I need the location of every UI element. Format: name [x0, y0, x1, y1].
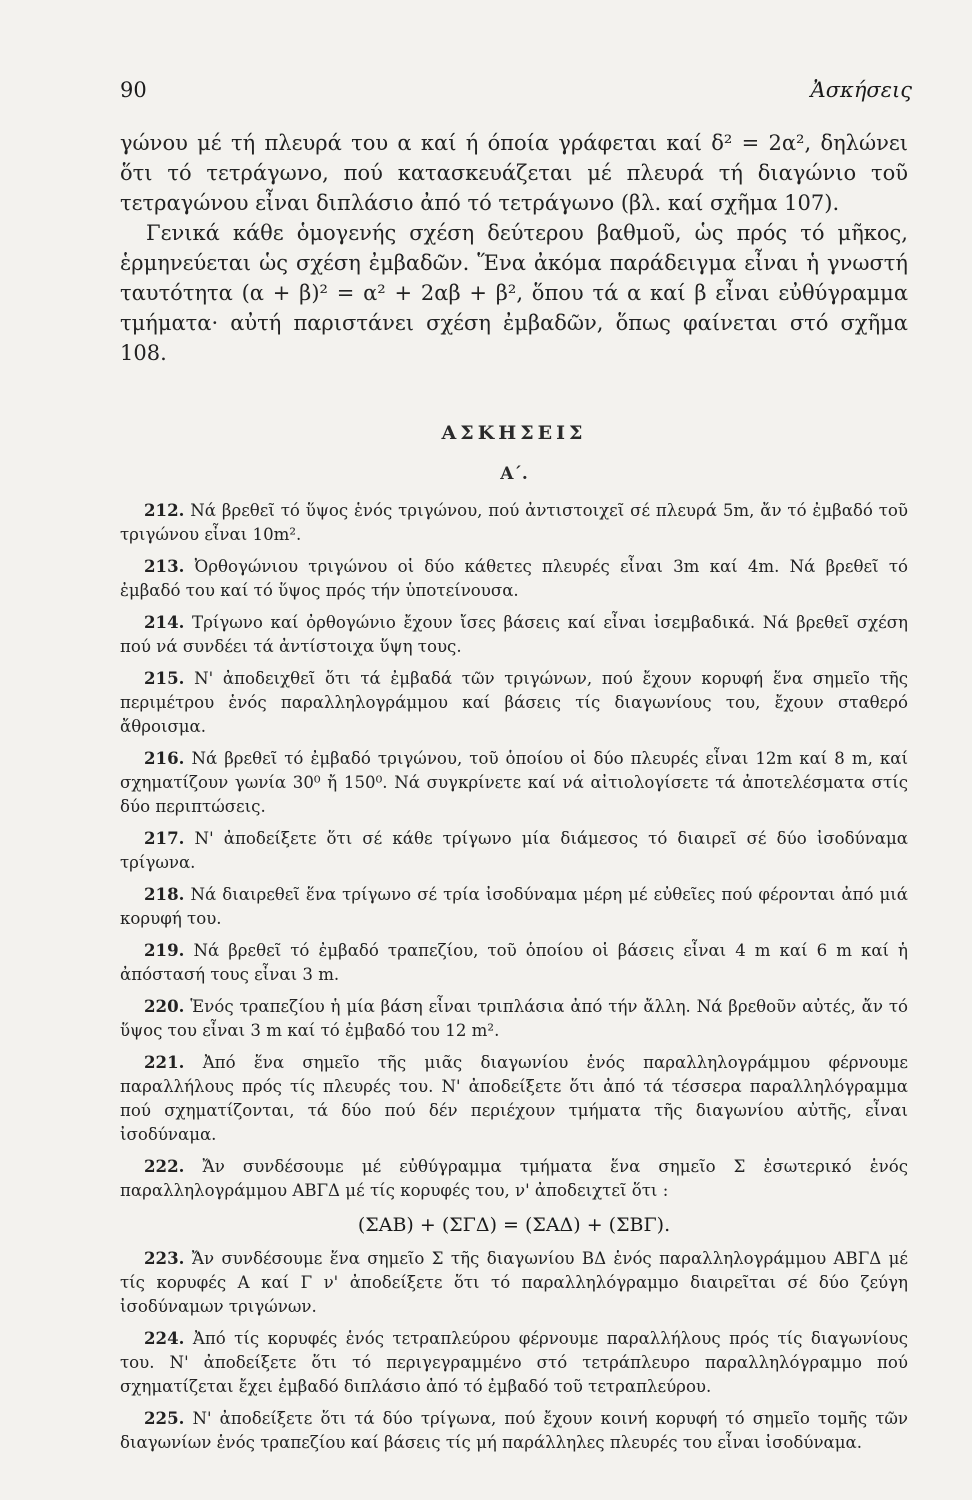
- exercise-number: 218.: [144, 884, 185, 904]
- exercise-item: [120, 1326, 908, 1399]
- exercise-item: [120, 746, 908, 819]
- exercise-number: 224.: [144, 1328, 185, 1348]
- exercise-item: [120, 666, 908, 739]
- exercise-text: Τρίγωνο καί ὀρθογώνιο ἔχουν ἴσες βάσεις καί εἶναι ἰσεμβαδικά. Νά βρεθεῖ σχέση πού νά συνδέει τά ἀντίστοιχα ὕψη τους.: [120, 613, 909, 656]
- exercise-formula: (ΣΑΒ) + (ΣΓΔ) = (ΣΑΔ) + (ΣΒΓ).: [357, 1214, 671, 1236]
- page-number: 90: [120, 78, 147, 102]
- exercise-text: Ἄν συνδέσουμε ἕνα σημεῖο Σ τῆς διαγωνίου ΒΔ ἑνός παραλληλογράμμου ΑΒΓΔ μέ τίς κορυφές Α καί Γ ν' ἀποδείξετε ὅτι τό παραλληλόγραμμο διαιρεῖται σέ δύο ζεύγη ἰσοδύναμων τριγώνων.: [120, 1249, 908, 1316]
- exercise-text: Ἄν συνδέσουμε μέ εὐθύγραμμα τμήματα ἕνα σημεῖο Σ ἐσωτερικό ἑνός παραλληλογράμμου ΑΒΓΔ μέ τίς κορυφές του, ν' ἀποδειχτεῖ ὅτι :: [120, 1157, 908, 1200]
- exercise-item: [120, 610, 908, 659]
- exercise-item: [120, 1246, 908, 1319]
- exercise-text: Νά βρεθεῖ τό ἐμβαδό τραπεζίου, τοῦ ὁποίου οἱ βάσεις εἶναι 4 m καί 6 m καί ἡ ἀπόστασή τους εἶναι 3 m.: [120, 941, 908, 984]
- exercise-number: 221.: [144, 1052, 185, 1072]
- exercise-item: [120, 1154, 908, 1203]
- exercise-item: [120, 498, 908, 547]
- exercise-number: 222.: [144, 1156, 185, 1176]
- exercise-text: Ἀπό τίς κορυφές ἑνός τετραπλεύρου φέρνουμε παραλλήλους πρός τίς διαγωνίους του. Ν' ἀποδείξετε ὅτι τό περιγεγραμμένο στό τετράπλευρο παραλληλόγραμμο πού σχηματίζεται ἔχει ἐμβαδό διπλάσιο ἀπό τό ἐμβαδό τοῦ τετραπλεύρου.: [120, 1329, 908, 1396]
- intro-text: [120, 128, 908, 368]
- exercise-number: 220.: [144, 996, 185, 1016]
- exercise-item: [120, 938, 908, 987]
- exercise-text: Ν' ἀποδείξετε ὅτι σέ κάθε τρίγωνο μία διάμεσος τό διαιρεῖ σέ δύο ἰσοδύναμα τρίγωνα.: [120, 829, 909, 872]
- exercise-number: 212.: [144, 500, 185, 520]
- exercise-text: Ν' ἀποδειχθεῖ ὅτι τά ἐμβαδά τῶν τριγώνων, πού ἔχουν κορυφή ἕνα σημεῖο τῆς περιμέτρου ἑνός παραλληλογράμμου καί βάσεις τίς διαγωνίους του, ἔχουν σταθερό ἄθροισμα.: [120, 669, 908, 736]
- exercise-text: Ἀπό ἕνα σημεῖο τῆς μιᾶς διαγωνίου ἑνός παραλληλογράμμου φέρνουμε παραλλήλους πρός τίς πλευρές του. Ν' ἀποδείξετε ὅτι ἀπό τά τέσσερα παραλληλόγραμμα πού σχηματίζονται, τά δύο πού δέν περιέχουν τμήματα τῆς διαγωνίου αὐτῆς, εἶναι ἰσοδύναμα.: [120, 1053, 908, 1144]
- running-title: Ἀσκήσεις: [810, 78, 912, 102]
- exercise-text: Ἑνός τραπεζίου ἡ μία βάση εἶναι τριπλάσια ἀπό τήν ἄλλη. Νά βρεθοῦν αὐτές, ἄν τό ὕψος του εἶναι 3 m καί τό ἐμβαδό του 12 m².: [120, 997, 908, 1040]
- exercise-item: [120, 554, 908, 603]
- exercise-item: [120, 826, 908, 875]
- exercise-text: Ὀρθογώνιου τριγώνου οἱ δύο κάθετες πλευρές εἶναι 3m καί 4m. Νά βρεθεῖ τό ἐμβαδό του καί τό ὕψος πρός τήν ὑποτείνουσα.: [120, 557, 909, 600]
- exercise-number: 215.: [144, 668, 185, 688]
- intro-paragraph-2: Γενικά κάθε ὁμογενής σχέση δεύτερου βαθμοῦ, ὡς πρός τό μῆκος, ἑρμηνεύεται ὡς σχέση ἐμβαδῶν. Ἕνα ἀκόμα παράδειγμα εἶναι ἡ γνωστή ταυτότητα (α + β)² = α² + 2αβ + β², ὅπου τά α καί β εἶναι εὐθύγραμμα τμήματα· αὐτή παριστάνει σχέση ἐμβαδῶν, ὅπως φαίνεται στό σχῆμα 108.: [120, 221, 908, 365]
- exercise-text: Νά βρεθεῖ τό ἐμβαδό τριγώνου, τοῦ ὁποίου οἱ δύο πλευρές εἶναι 12m καί 8 m, καί σχηματίζουν γωνία 30⁰ ἤ 150⁰. Νά συγκρίνετε καί νά αἰτιολογίσετε τά ἀποτελέσματα στίς δύο περιπτώσεις.: [120, 749, 908, 816]
- section-subtitle: Α΄.: [500, 464, 528, 484]
- exercise-text: Νά διαιρεθεῖ ἕνα τρίγωνο σέ τρία ἰσοδύναμα μέρη μέ εὐθεῖες πού φέρονται ἀπό μιά κορυφή του.: [120, 885, 908, 928]
- page-content: [120, 128, 908, 1462]
- exercise-item: [120, 1406, 908, 1455]
- exercise-number: 223.: [144, 1248, 185, 1268]
- exercise-number: 217.: [144, 828, 185, 848]
- exercise-item: [120, 994, 908, 1043]
- exercise-list: [120, 498, 908, 1455]
- exercise-number: 213.: [144, 556, 185, 576]
- exercise-number: 225.: [144, 1408, 185, 1428]
- exercise-item: [120, 882, 908, 931]
- intro-paragraph-1: γώνου μέ τή πλευρά του α καί ή όποία γράφεται καί δ² = 2α², δηλώνει ὅτι τό τετράγωνο, πού κατασκευάζεται μέ πλευρά τή διαγώνιο τοῦ τετραγώνου εἶναι διπλάσιο ἀπό τό τετράγωνο (βλ. καί σχῆμα 107).: [120, 131, 908, 215]
- exercise-item: [120, 1050, 908, 1147]
- exercise-text: Ν' ἀποδείξετε ὅτι τά δύο τρίγωνα, πού ἔχουν κοινή κορυφή τό σημεῖο τομῆς τῶν διαγωνίων ἑνός τραπεζίου καί βάσεις τίς μή παράλληλες πλευρές του εἶναι ἰσοδύναμα.: [120, 1409, 908, 1452]
- exercise-text: Νά βρεθεῖ τό ὕψος ἑνός τριγώνου, πού ἀντιστοιχεῖ σέ πλευρά 5m, ἄν τό ἐμβαδό τοῦ τριγώνου εἶναι 10m².: [120, 501, 908, 544]
- page-header: [120, 78, 912, 108]
- exercise-number: 214.: [144, 612, 185, 632]
- section-title: ΑΣΚΗΣΕΙΣ: [441, 422, 587, 444]
- exercise-number: 216.: [144, 748, 185, 768]
- exercise-number: 219.: [144, 940, 185, 960]
